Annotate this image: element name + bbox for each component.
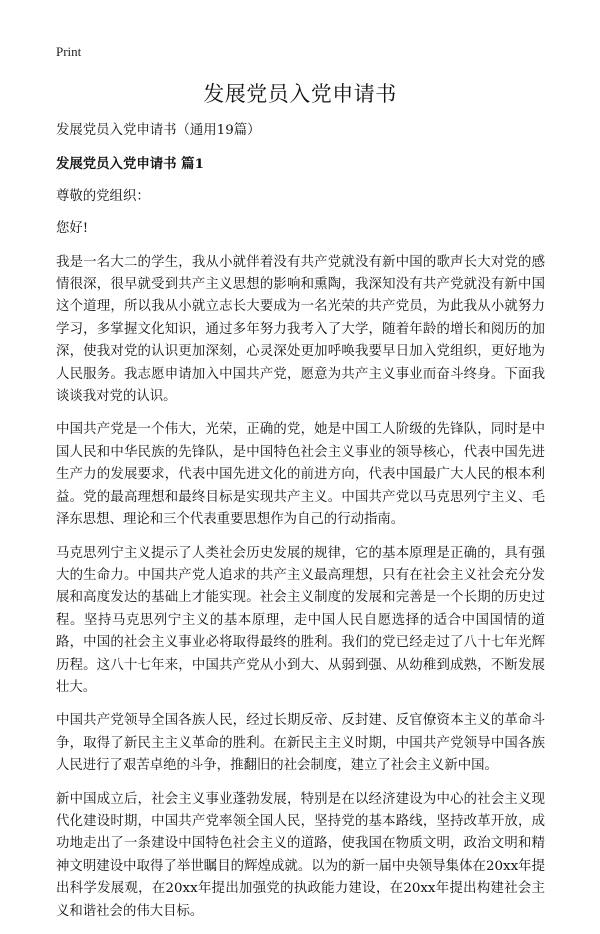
paragraph-5: 新中国成立后，社会主义事业蓬勃发展，特别是在以经济建设为中心的社会主义现代化建设时期，中国共产党率领全国人民，坚持党的基本路线，坚持改革开放，成功地走出了一条建设中国特色社会主义的道路，使我国在物质文明，政治文明和精神文明建设中取得了举世瞩目的辉煌成就。以为的新一届中央领导集体在20xx年提出科学发展观，在20xx年提出加强党的执政能力建设，在20xx年提出构建社会主义和谐社会的伟大目标。 <box>56 791 545 919</box>
salutation: 尊敬的党组织： <box>56 188 150 204</box>
document-subtitle: 发展党员入党申请书（通用19篇） <box>56 123 261 138</box>
paragraph-1: 我是一名大二的学生，我从小就伴着没有共产党就没有新中国的歌声长大对党的感情很深，很早就受到共产主义思想的影响和熏陶，我深知没有共产党就没有新中国这个道理，所以我从小就立志长大要成为一名光荣的共产党员，为此我从小就努力学习，多掌握文化知识，通过多年努力我考入了大学，随着年龄的增长和阅历的加深，使我对党的认识更加深刻，心灵深处更加呼唤我要早日加入党组织，更好地为人民服务。我志愿申请加入中国共产党，愿意为共产主义事业而奋斗终身。下面我谈谈我对党的认识。 <box>56 254 545 405</box>
paragraph-4: 中国共产党领导全国各族人民，经过长期反帝、反封建、反官僚资本主义的革命斗争，取得了新民主主义革命的胜利。在新民主主义时期，中国共产党领导中国各族人民进行了艰苦卓绝的斗争，推翻旧的社会制度，建立了社会主义新中国。 <box>56 713 545 774</box>
paragraph-3: 马克思列宁主义提示了人类社会历史发展的规律，它的基本原理是正确的，具有强大的生命力。中国共产党人追求的共产主义最高理想，只有在社会主义社会充分发展和高度发达的基础上才能实现。社会主义制度的发展和完善是一个长期的历史过程。坚持马克思列宁主义的基本原理，走中国人民自愿选择的适合中国国情的道路，中国的社会主义事业必将取得最终的胜利。我们的党已经走过了八十七年光辉历程。这八十七年来，中国共产党从小到大、从弱到强、从幼稚到成熟，不断发展壮大。 <box>56 545 545 695</box>
document-body <box>56 120 545 934</box>
greeting: 您好! <box>56 221 89 237</box>
page-title: 发展党员入党申请书 <box>203 82 397 106</box>
paragraph-2: 中国共产党是一个伟大，光荣，正确的党，她是中国工人阶级的先锋队，同时是中国人民和中华民族的先锋队，是中国特色社会主义事业的领导核心，代表中国先进生产力的发展要求，代表中国先进文化的前进方向，代表中国最广大人民的根本利益。党的最高理想和最终目标是实现共产主义。中国共产党以马克思列宁主义、毛泽东思想、理论和三个代表重要思想作为自己的行动指南。 <box>56 422 545 528</box>
section-heading: 发展党员入党申请书 篇1 <box>56 156 204 173</box>
print-link[interactable]: Print <box>56 44 82 59</box>
